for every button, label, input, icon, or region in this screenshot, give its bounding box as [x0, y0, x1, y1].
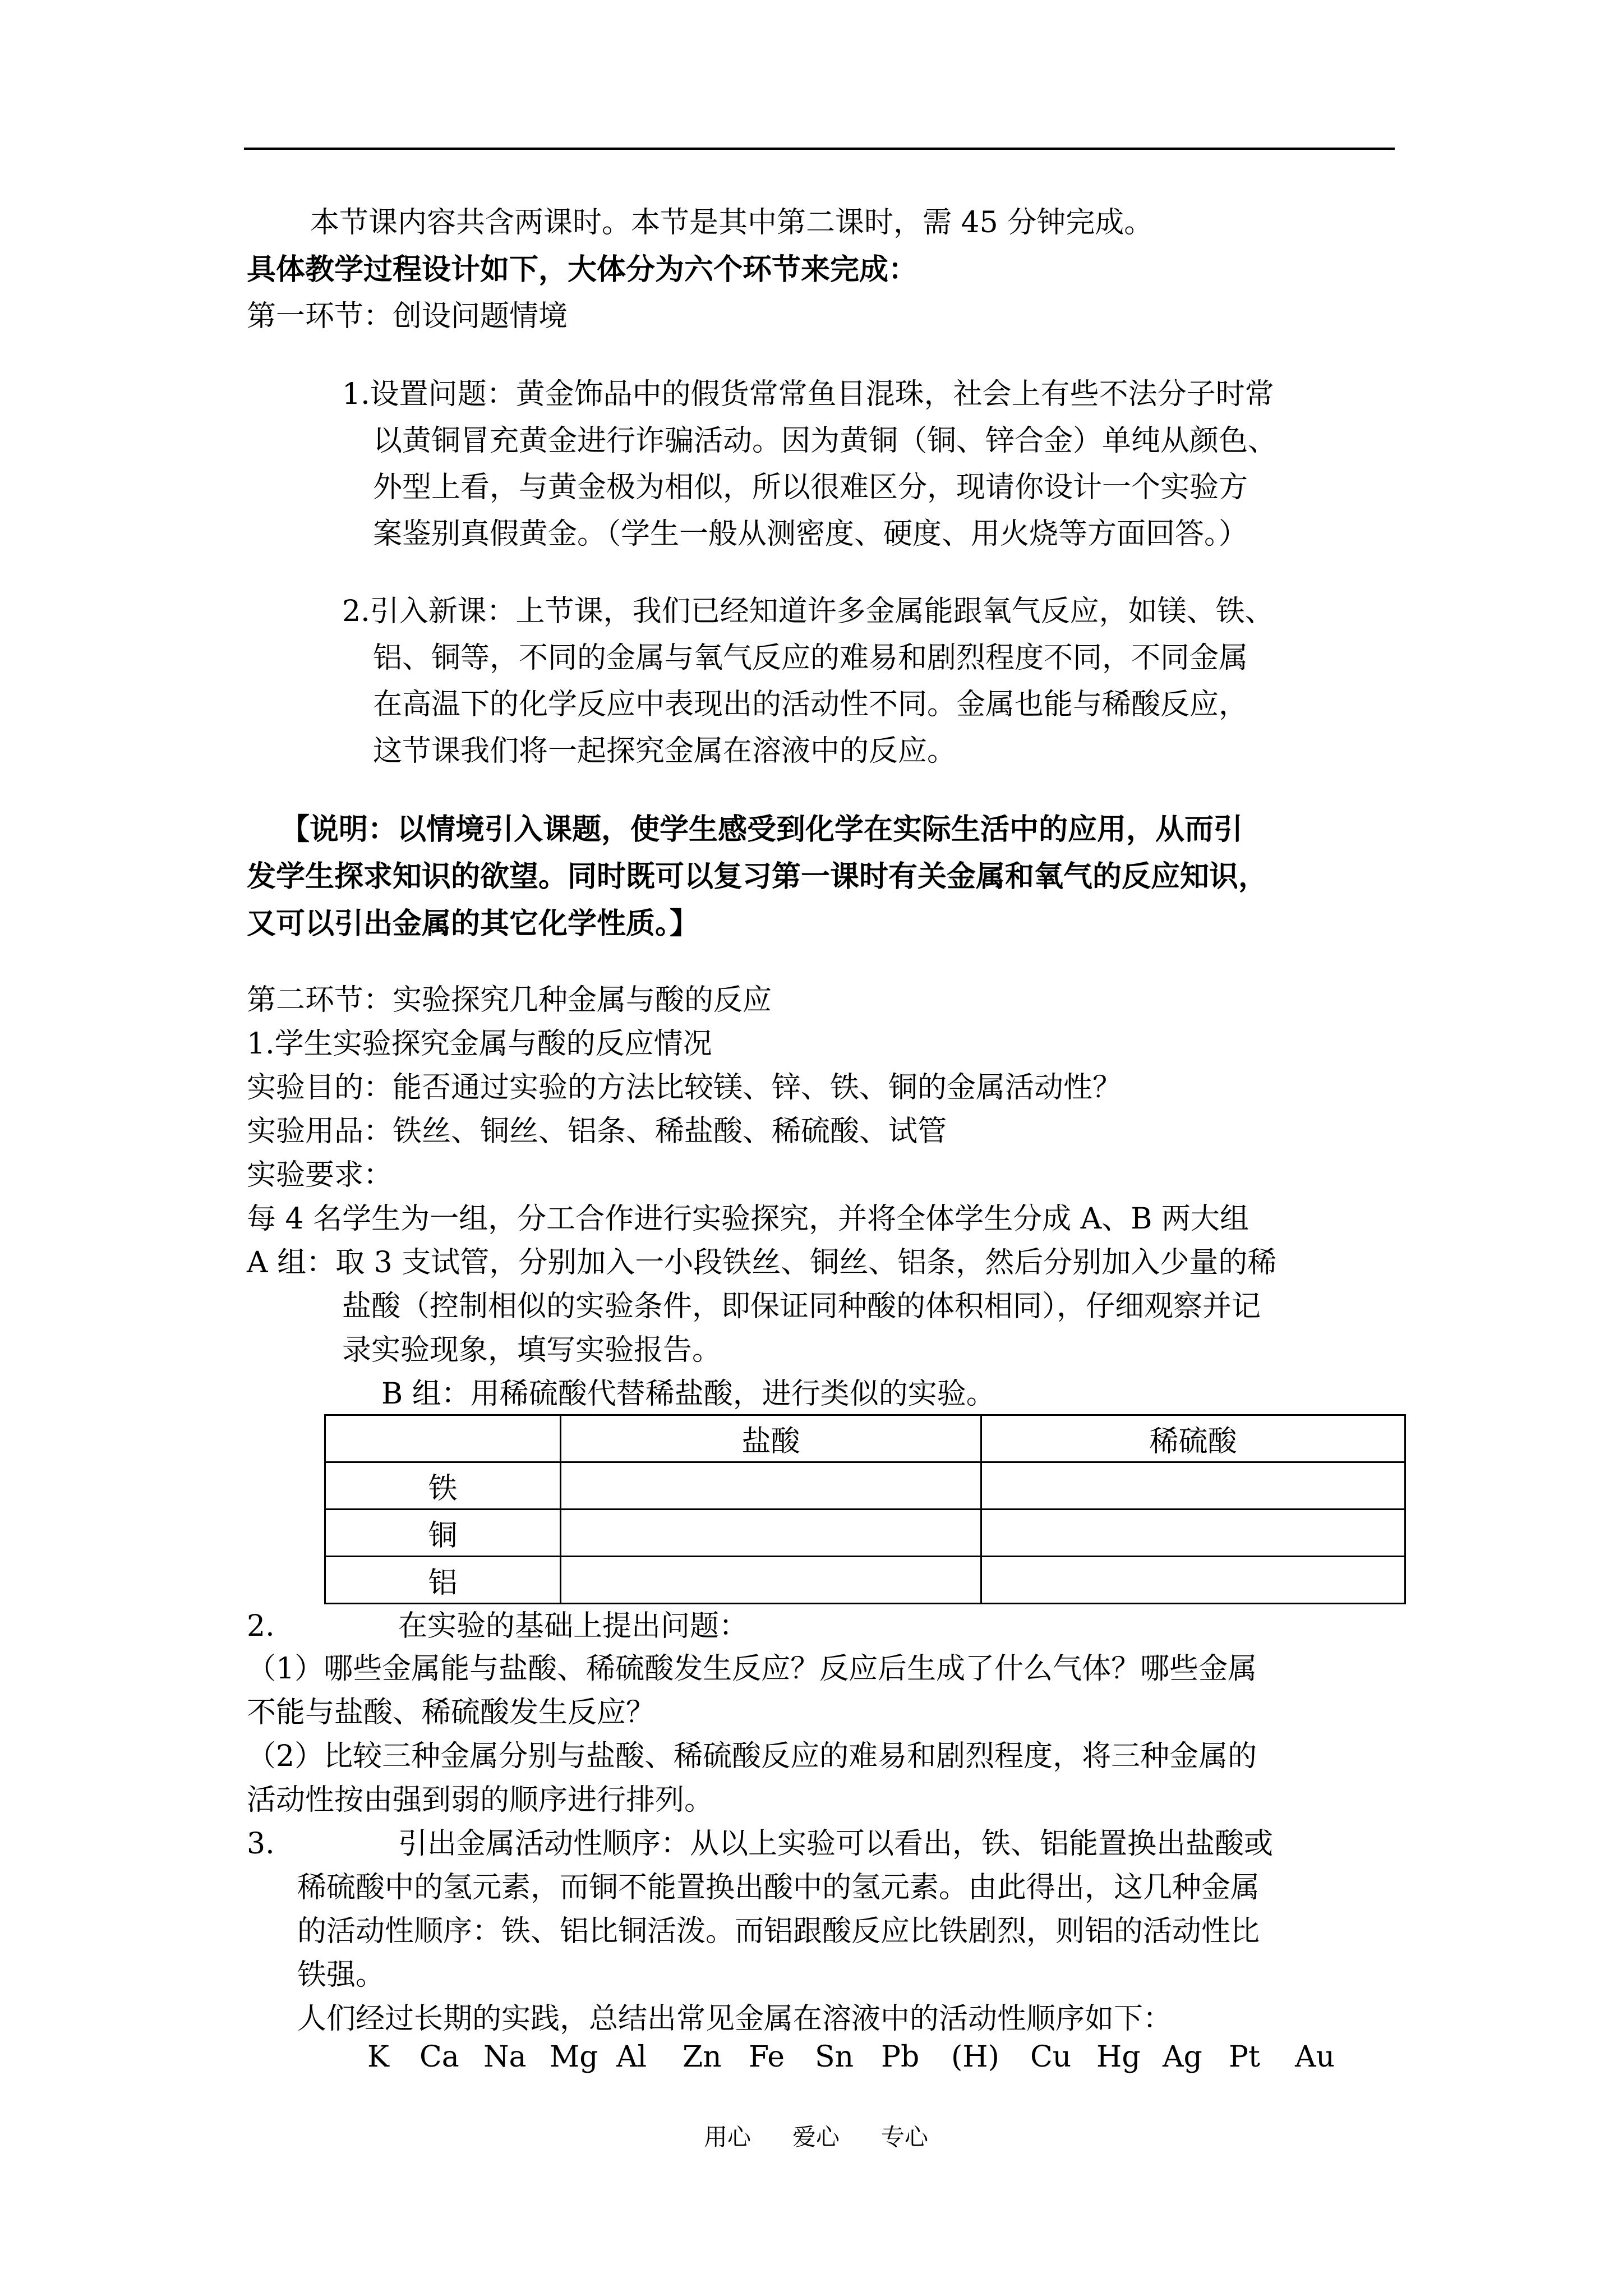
group-a-line: 盐酸（控制相似的实验条件，即保证同种酸的体积相同），仔细观察并记	[342, 1290, 1261, 1323]
section1-item2-line: 铝、铜等，不同的金属与氧气反应的难易和剧烈程度不同，不同金属	[373, 641, 1248, 675]
section1-item2-line: 2.引入新课：上节课，我们已经知道许多金属能跟氧气反应，如镁、铁、	[342, 595, 1274, 628]
group-a-line: 录实验现象，填写实验报告。	[342, 1333, 722, 1367]
intro-paragraph: 本节课内容共含两课时。本节是其中第二课时，需 45 分钟完成。	[310, 206, 1154, 240]
note-line: 【说明：以情境引入课题，使学生感受到化学在实际生活中的应用，从而引	[280, 812, 1243, 846]
table-cell: 铁	[325, 1462, 561, 1510]
section1-item1-line: 1.设置问题：黄金饰品中的假货常常鱼目混珠，社会上有些不法分子时常	[342, 378, 1274, 411]
table-row	[325, 1462, 1405, 1510]
table-row	[325, 1557, 1405, 1604]
table-header-cell: 稀硫酸	[981, 1415, 1405, 1462]
experiment-purpose: 实验目的：能否通过实验的方法比较镁、锌、铁、铜的金属活动性？	[247, 1071, 1122, 1105]
table-cell	[981, 1510, 1405, 1557]
table-header-cell: 盐酸	[561, 1415, 981, 1462]
footer-text: 用心	[704, 2123, 751, 2151]
table-header-row	[325, 1415, 1405, 1462]
experiment-materials: 实验用品：铁丝、铜丝、铝条、稀盐酸、稀硫酸、试管	[247, 1115, 947, 1148]
table-header-cell	[325, 1415, 561, 1462]
question2-line: 活动性按由强到弱的顺序进行排列。	[247, 1783, 714, 1817]
question1-line: 不能与盐酸、稀硫酸发生反应？	[247, 1696, 656, 1729]
item3-line: 的活动性顺序：铁、铝比铜活泼。而铝跟酸反应比铁剧烈，则铝的活动性比	[297, 1915, 1260, 1948]
series-element: Hg	[1096, 2040, 1141, 2074]
table-cell: 铜	[325, 1510, 561, 1557]
section2-title: 第二环节：实验探究几种金属与酸的反应	[247, 983, 772, 1017]
experiment-report-table	[324, 1414, 1406, 1604]
experiment-requirements: 实验要求：	[247, 1158, 393, 1192]
item2-number: 2.	[247, 1609, 275, 1643]
series-element: Zn	[683, 2040, 722, 2074]
group-a-line: A 组：取 3 支试管，分别加入一小段铁丝、铜丝、铝条，然后分别加入少量的稀	[247, 1246, 1277, 1280]
series-element: K	[367, 2040, 389, 2074]
series-element: (H)	[951, 2040, 999, 2074]
footer-text: 专心	[881, 2123, 929, 2151]
header-rule	[244, 148, 1395, 150]
item3-line: 引出金属活动性顺序：从以上实验可以看出，铁、铝能置换出盐酸或	[398, 1827, 1274, 1861]
table-cell	[561, 1557, 981, 1604]
series-element: Pb	[881, 2040, 920, 2074]
table-cell	[561, 1462, 981, 1510]
table-cell	[981, 1557, 1405, 1604]
series-element: Au	[1295, 2040, 1335, 2074]
section1-item1-line: 以黄铜冒充黄金进行诈骗活动。因为黄铜（铜、锌合金）单纯从颜色、	[373, 424, 1278, 458]
question2-line: （2）比较三种金属分别与盐酸、稀硫酸反应的难易和剧烈程度，将三种金属的	[247, 1740, 1257, 1773]
series-element: Al	[616, 2040, 647, 2074]
item3-line: 铁强。	[297, 1958, 385, 1992]
series-element: Cu	[1030, 2040, 1072, 2074]
grouping-text: 每 4 名学生为一组，分工合作进行实验探究，并将全体学生分成 A、B 两大组	[247, 1202, 1249, 1236]
section1-item1-line: 外型上看，与黄金极为相似，所以很难区分，现请你设计一个实验方	[373, 471, 1248, 504]
section1-item2-line: 这节课我们将一起探究金属在溶液中的反应。	[373, 734, 957, 768]
section2-sub1: 1.学生实验探究金属与酸的反应情况	[247, 1027, 712, 1061]
table-cell: 铝	[325, 1557, 561, 1604]
series-element: Ag	[1163, 2040, 1202, 2074]
section1-item2-line: 在高温下的化学反应中表现出的活动性不同。金属也能与稀酸反应，	[373, 688, 1248, 721]
table-cell	[561, 1510, 981, 1557]
series-element: Na	[483, 2040, 527, 2074]
item2-text: 在实验的基础上提出问题：	[398, 1609, 749, 1643]
item3-number: 3.	[247, 1827, 275, 1861]
series-element: Mg	[550, 2040, 598, 2074]
series-element: Ca	[419, 2040, 459, 2074]
footer-text: 爱心	[792, 2123, 840, 2151]
plan-title: 具体教学过程设计如下，大体分为六个环节来完成：	[247, 252, 918, 287]
series-element: Pt	[1229, 2040, 1260, 2074]
series-element: Fe	[749, 2040, 785, 2074]
table-cell	[981, 1462, 1405, 1510]
section1-title: 第一环节：创设问题情境	[247, 300, 568, 333]
item3-line: 稀硫酸中的氢元素，而铜不能置换出酸中的氢元素。由此得出，这几种金属	[297, 1871, 1260, 1904]
section1-item1-line: 案鉴别真假黄金。（学生一般从测密度、硬度、用火烧等方面回答。）	[373, 517, 1248, 551]
series-element: Sn	[815, 2040, 854, 2074]
group-b-text: B 组：用稀硫酸代替稀盐酸，进行类似的实验。	[381, 1377, 995, 1411]
question1-line: （1）哪些金属能与盐酸、稀硫酸发生反应？反应后生成了什么气体？哪些金属	[247, 1652, 1257, 1686]
summary-text: 人们经过长期的实践，总结出常见金属在溶液中的活动性顺序如下：	[297, 2002, 1173, 2036]
note-line: 发学生探求知识的欲望。同时既可以复习第一课时有关金属和氧气的反应知识，	[247, 859, 1268, 894]
note-line: 又可以引出金属的其它化学性质。】	[247, 907, 699, 941]
table-row	[325, 1510, 1405, 1557]
